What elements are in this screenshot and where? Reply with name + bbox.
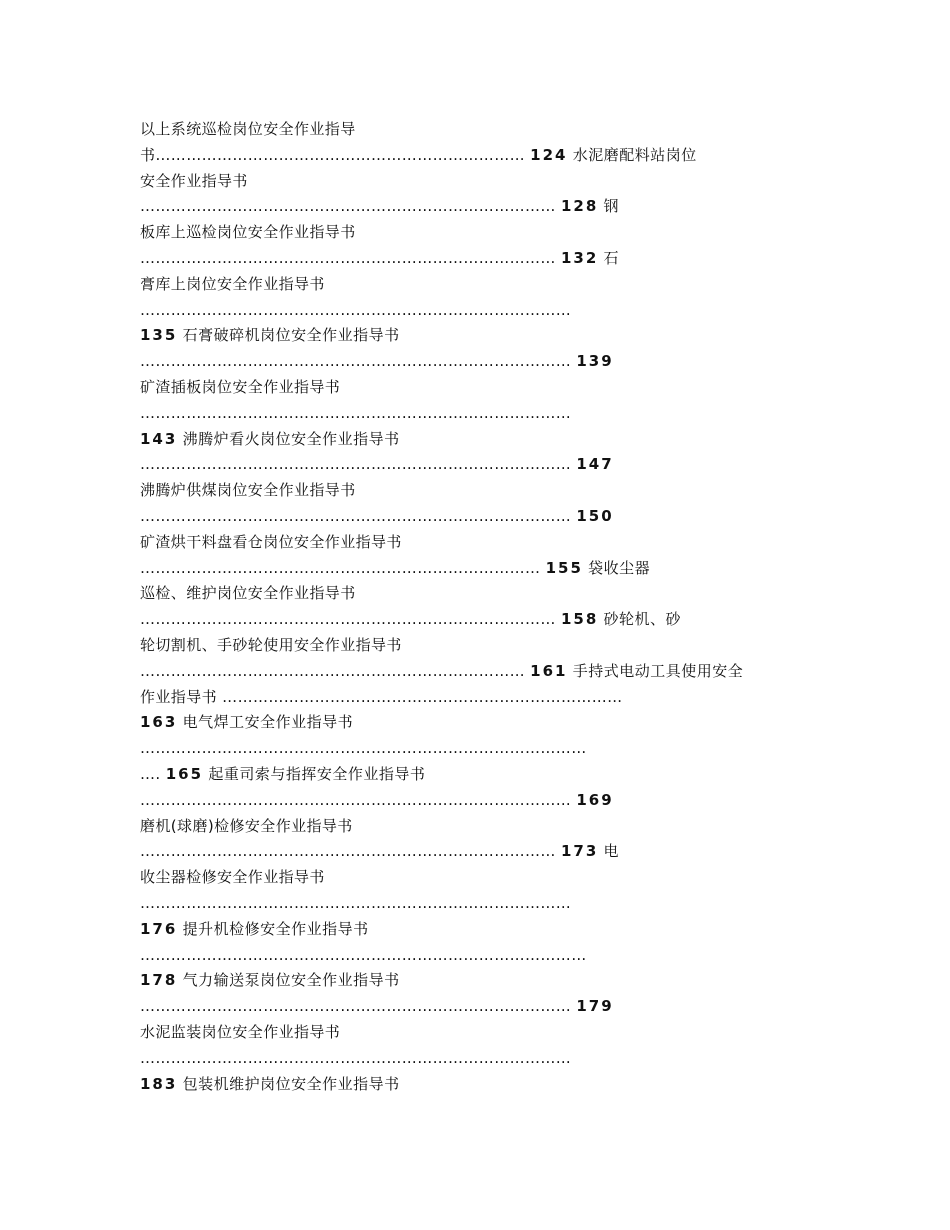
toc-text: ………………………………………………………………………… [140, 997, 577, 1016]
toc-text: ………………………………………………………………………… [140, 455, 577, 474]
toc-line [140, 944, 810, 966]
toc-page-number: 124 [530, 145, 568, 164]
toc-line [140, 170, 810, 192]
toc-line [140, 531, 810, 553]
toc-entry-title: 沸腾炉看火岗位安全作业指导书 [177, 429, 400, 448]
toc-line [140, 918, 810, 940]
toc-text: ………………………………………………………………………… [140, 1048, 572, 1067]
toc-line [140, 892, 810, 914]
toc-text: 安全作业指导书 [140, 171, 248, 190]
toc-entry-title: 袋收尘器 [582, 558, 651, 577]
toc-page-number: 147 [576, 455, 614, 474]
toc-line [140, 557, 810, 579]
toc-page-number: 158 [560, 610, 599, 629]
toc-page-number: 173 [560, 842, 599, 861]
toc-text: 矿渣插板岗位安全作业指导书 [140, 378, 341, 396]
toc-line [140, 273, 810, 295]
toc-page-number: 143 [140, 429, 178, 448]
toc-page-number: 150 [576, 507, 614, 525]
toc-line [140, 969, 810, 991]
toc-page-number: 139 [576, 352, 614, 371]
toc-text: 作业指导书 …………………………………………………………………… [140, 687, 623, 706]
toc-line [140, 453, 810, 475]
toc-page-number: 161 [530, 661, 568, 680]
toc-page-number: 178 [140, 971, 178, 990]
toc-entry-title: 水泥磨配料站岗位 [567, 145, 697, 164]
toc-page-number: 163 [140, 713, 178, 732]
toc-text: 矿渣烘干料盘看仓岗位安全作业指导书 [140, 532, 402, 551]
toc-page-number: 179 [576, 997, 614, 1016]
toc-line [140, 582, 810, 604]
toc-line [140, 324, 810, 346]
toc-line [140, 299, 810, 321]
toc-text: ……………………………………………………………………… [140, 610, 561, 629]
toc-line [140, 505, 810, 527]
toc-line [140, 221, 810, 243]
toc-line [140, 660, 810, 682]
toc-line [140, 1021, 810, 1043]
toc-text: ………………………………………………………………………… [140, 300, 572, 319]
toc-line [140, 1047, 810, 1069]
toc-text: ………………………………………………………………………… [140, 352, 577, 371]
toc-line [140, 711, 810, 733]
toc-line [140, 195, 810, 217]
toc-text: ………………………………………………………………………… [140, 894, 572, 912]
toc-text: 书……………………………………………………………… [140, 145, 531, 164]
toc-line [140, 789, 810, 811]
toc-line [140, 376, 810, 398]
toc-text: 巡检、维护岗位安全作业指导书 [140, 584, 356, 603]
toc-text: ………………………………………………………………………… [140, 507, 577, 525]
toc-line [140, 118, 810, 140]
toc-text: 沸腾炉供煤岗位安全作业指导书 [140, 481, 356, 500]
toc-text: 磨机(球磨)检修安全作业指导书 [140, 816, 353, 835]
toc-text: …………………………………………………………………………… [140, 739, 587, 758]
toc-text: ………………………………………………………………………… [140, 403, 572, 422]
toc-page-number: 169 [576, 790, 614, 809]
toc-line [140, 479, 810, 501]
toc-entry-title: 手持式电动工具使用安全 [567, 661, 744, 680]
toc-page-number: 135 [140, 326, 178, 345]
toc-line [140, 402, 810, 424]
toc-entry-title: 起重司索与指挥安全作业指导书 [203, 765, 426, 783]
toc-text: …………………………………………………………………………… [140, 945, 587, 964]
toc-line [140, 686, 810, 708]
toc-line [140, 1073, 810, 1095]
toc-text: ……………………………………………………………………… [140, 249, 561, 267]
toc-page-number: 155 [545, 558, 583, 577]
toc-page-number: 176 [140, 919, 178, 938]
toc-line [140, 815, 810, 837]
toc-line [140, 763, 810, 785]
toc-entry-title: 石膏破碎机岗位安全作业指导书 [177, 326, 400, 345]
toc-page-number: 183 [140, 1074, 178, 1093]
toc-text: ………………………………………………………………………… [140, 790, 577, 809]
toc-text: 板库上巡检岗位安全作业指导书 [140, 223, 356, 242]
toc-line [140, 247, 810, 269]
toc-line [140, 428, 810, 450]
toc-line [140, 866, 810, 888]
toc-entry-title: 提升机检修安全作业指导书 [177, 919, 369, 938]
toc-text: …. [140, 765, 166, 783]
toc-line [140, 608, 810, 630]
toc-line [140, 634, 810, 656]
toc-entry-title: 石 [598, 249, 620, 267]
toc-entry-title: 钢 [598, 197, 620, 216]
toc-line [140, 995, 810, 1017]
toc-entry-title: 包装机维护岗位安全作业指导书 [177, 1074, 400, 1093]
toc-text: ………………………………………………………………… [140, 661, 531, 680]
toc-page-number: 132 [560, 249, 599, 267]
toc-line [140, 144, 810, 166]
toc-text: 水泥监装岗位安全作业指导书 [140, 1023, 341, 1041]
toc-line [140, 840, 810, 862]
toc-page-number: 128 [560, 197, 599, 216]
toc-line [140, 350, 810, 372]
toc-page-number: 165 [165, 765, 204, 783]
toc-text: 轮切割机、手砂轮使用安全作业指导书 [140, 636, 402, 654]
toc-text: ……………………………………………………………………… [140, 197, 561, 216]
toc-text: 收尘器检修安全作业指导书 [140, 868, 325, 887]
toc-line [140, 737, 810, 759]
toc-text: 以上系统巡检岗位安全作业指导 [140, 120, 356, 138]
toc-entry-title: 气力输送泵岗位安全作业指导书 [177, 971, 400, 990]
toc-entry-title: 电气焊工安全作业指导书 [177, 713, 354, 732]
toc-entry-title: 砂轮机、砂 [598, 610, 682, 629]
toc-entry-title: 电 [598, 842, 620, 861]
toc-text: 膏库上岗位安全作业指导书 [140, 274, 325, 293]
toc-text: ……………………………………………………………………… [140, 842, 561, 861]
toc-text: …………………………………………………………………… [140, 558, 546, 577]
